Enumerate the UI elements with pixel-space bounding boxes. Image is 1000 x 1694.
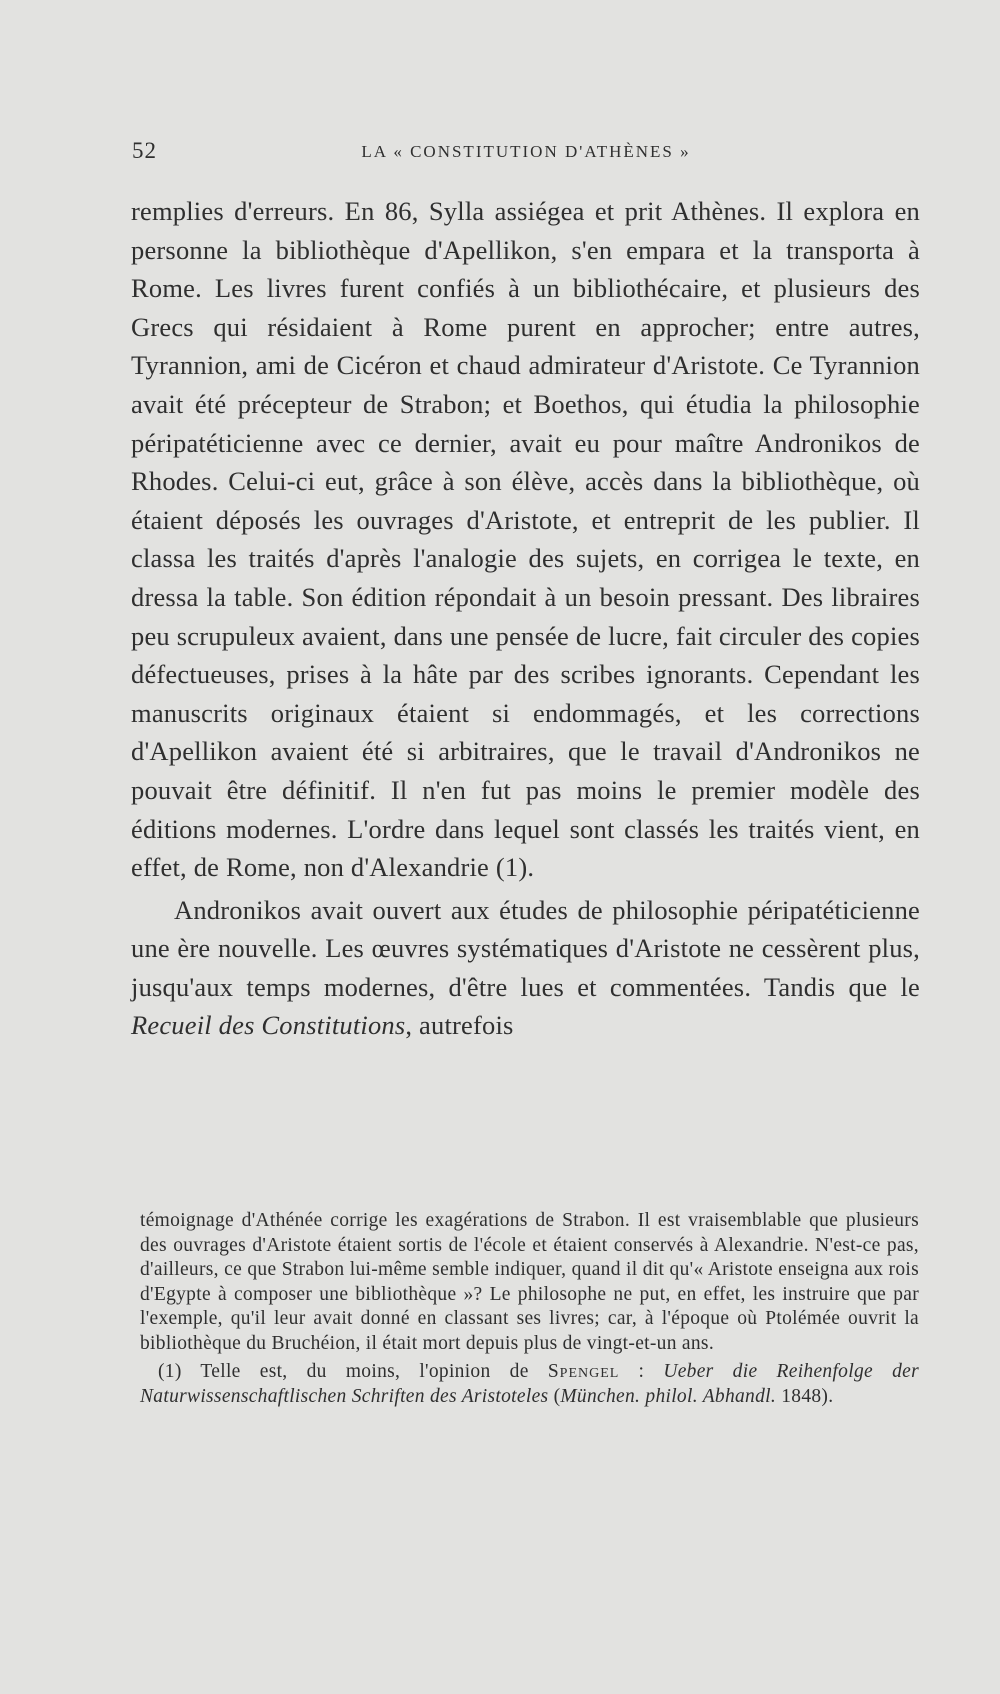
footnote-1-year: 1848). bbox=[776, 1385, 834, 1407]
footnote-1-paren: ( bbox=[548, 1385, 561, 1407]
work-title: Recueil des Constitutions bbox=[131, 1010, 406, 1041]
footnote-1-intro: (1) Telle est, du moins, l'opinion de bbox=[158, 1361, 548, 1382]
paragraph-2-start: Andronikos avait ouvert aux études de philosophie péripatéticienne une ère nouvelle. Les œuvres systématiques d'Aristote ne cessèrent plus, jusqu'aux temps modernes, d'être lues et commentées. Tandis que le bbox=[131, 894, 920, 1002]
footnote-1-author: Spengel bbox=[547, 1361, 620, 1382]
footnote-continuation: témoignage d'Athénée corrige les exagérations de Strabon. Il est vraisemblable que plusieurs des ouvrages d'Aristote étaient sortis de l'école et étaient conservés à Alexandrie. N'est-ce pas, d'ailleurs, ce que Strabon lui-même semble indiquer, quand il dit qu'« Aristote enseigna aux rois d'Egypte à composer une bibliothèque »? Le philosophe ne put, en effet, les instruire que par l'exemple, qu'il leur avait donné en classant ses livres; car, à l'époque où Ptolémée ouvrit la bibliothèque du Bruchéion, il était mort depuis plus de vingt-et-un ans. bbox=[140, 1210, 919, 1354]
paragraph-2 bbox=[131, 891, 920, 1045]
footnote-1 bbox=[140, 1360, 919, 1409]
footnote-1-source: München. philol. Abhandl. bbox=[560, 1385, 777, 1407]
footnotes bbox=[140, 1209, 919, 1409]
main-text bbox=[131, 192, 920, 1045]
page-header bbox=[132, 138, 920, 172]
footnote-1-separator: : bbox=[619, 1361, 664, 1382]
paragraph-2-end: , autrefois bbox=[405, 1010, 514, 1041]
paragraph-1: remplies d'erreurs. En 86, Sylla assiégea et prit Athènes. Il explora en personne la bibliothèque d'Apellikon, s'en empara et la transporta à Rome. Les livres furent confiés à un bibliothécaire, et plusieurs des Grecs qui résidaient à Rome purent en approcher; entre autres, Tyrannion, ami de Cicéron et chaud admirateur d'Aristote. Ce Tyrannion avait été précepteur de Strabon; et Boethos, qui étudia la philosophie péripatéticienne avec ce dernier, avait eu pour maître Andronikos de Rhodes. Celui-ci eut, grâce à son élève, accès dans la bibliothèque, où étaient déposés les ouvrages d'Aristote, et entreprit de les publier. Il classa les traités d'après l'analogie des sujets, en corrigea le texte, en dressa la table. Son édition répondait à un besoin pressant. Des libraires peu scrupuleux avaient, dans une pensée de lucre, fait circuler des copies défectueuses, prises à la hâte par des scribes ignorants. Cependant les manuscrits originaux étaient si endommagés, et les corrections d'Apellikon avaient été si arbitraires, que le travail d'Andronikos ne pouvait être définitif. Il n'en fut pas moins le premier modèle des éditions modernes. L'ordre dans lequel sont classés les traités vient, en effet, de Rome, non d'Alexandrie (1). bbox=[131, 196, 920, 883]
footnote-1-title: Ueber die Reihenfolge der Naturwissenschaftlischen Schriften des Aristoteles bbox=[140, 1361, 919, 1407]
running-title: LA « CONSTITUTION D'ATHÈNES » bbox=[361, 142, 691, 161]
page-number: 52 bbox=[132, 138, 157, 163]
